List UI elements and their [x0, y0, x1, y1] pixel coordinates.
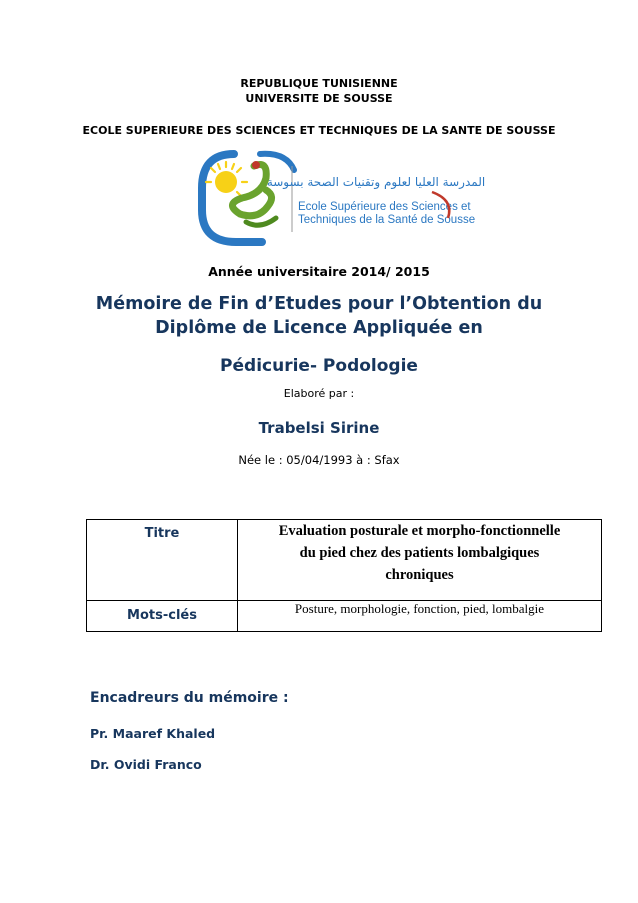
prepared-by-label: Elaboré par : [283, 387, 355, 400]
table-row [87, 520, 602, 601]
academic-year: Année universitaire 2014/ 2015 [208, 264, 430, 279]
school-header: ECOLE SUPERIEURE DES SCIENCES ET TECHNIQUES DE LA SANTE DE SOUSSE [82, 124, 556, 137]
author-birth-info: Née le : 05/04/1993 à : Sfax [238, 453, 400, 467]
school-logo [196, 148, 486, 248]
supervisors-heading: Encadreurs du mémoire : [90, 690, 289, 706]
university-header: UNIVERSITE DE SOUSSE [245, 92, 393, 105]
country-header: REPUBLIQUE TUNISIENNE [240, 77, 398, 90]
thesis-title-line2: Diplôme de Licence Appliquée en [155, 318, 483, 338]
logo-name-line2: Techniques de la Santé de Sousse [298, 214, 476, 226]
keywords-value-cell: Posture, morphologie, fonction, pied, lombalgie [238, 601, 602, 632]
thesis-info-table [86, 519, 602, 632]
supervisor-name: Dr. Ovidi Franco [90, 757, 202, 772]
title-label-cell: Titre [87, 520, 238, 601]
specialty: Pédicurie- Podologie [220, 356, 418, 376]
keywords-label-cell: Mots-clés [87, 601, 238, 632]
sun-icon [215, 171, 237, 193]
title-value-cell: Evaluation posturale et morpho-fonctionnelle du pied chez des patients lombalgiques chroniques [238, 520, 602, 601]
thesis-title-line1: Mémoire de Fin d’Etudes pour l’Obtention du [95, 294, 543, 314]
supervisor-name: Pr. Maaref Khaled [90, 726, 216, 741]
table-row [87, 601, 602, 632]
logo-name-line1: Ecole Supérieure des Sciences et [298, 201, 471, 213]
logo-arabic-text: المدرسة العليا لعلوم وتقنيات الصحة بسوسة [266, 175, 486, 189]
author-name: Trabelsi Sirine [258, 419, 380, 437]
